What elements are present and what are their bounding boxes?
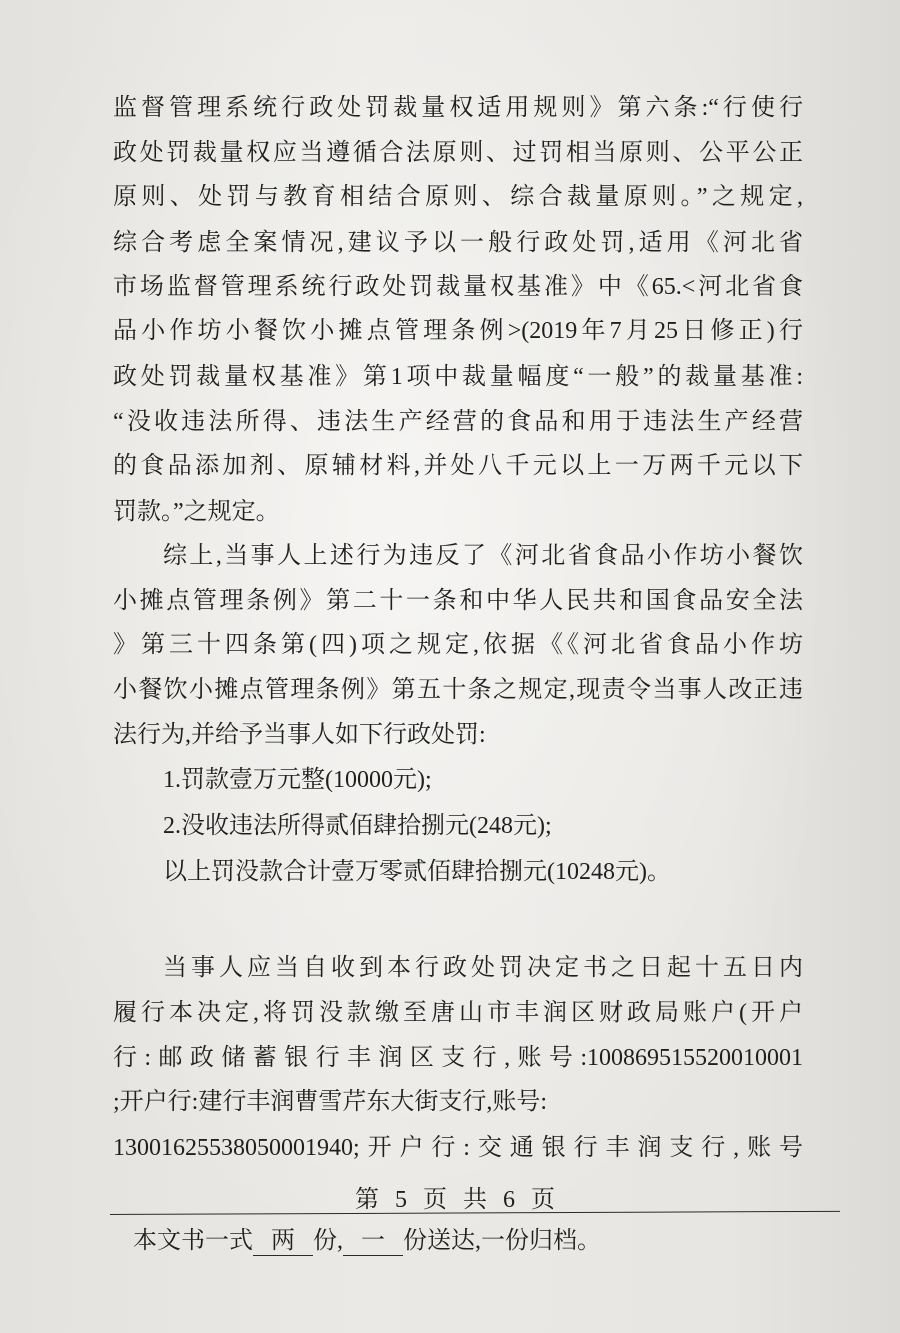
text-line: 品小作坊小餐饮小摊点管理条例>(2019年7月25日修正)行 (113, 318, 803, 344)
copies-suffix: 份送达,一份归档。 (403, 1228, 601, 1254)
penalty-item: 2.没收违法所得贰佰肆拾捌元(248元); (163, 813, 552, 839)
text-line: 政处罚裁量权基准》第1项中裁量幅度“一般”的裁量基准: (113, 364, 803, 390)
penalty-item: 1.罚款壹万元整(10000元); (163, 767, 432, 793)
text-line: 罚款。”之规定。 (113, 499, 280, 525)
penalty-total: 以上罚没款合计壹万零贰佰肆拾捌元(10248元)。 (163, 859, 671, 885)
text-line: 法行为,并给予当事人如下行政处罚: (113, 722, 486, 748)
text-line: 市场监督管理系统行政处罚裁量权基准》中《65.<河北省食 (113, 274, 803, 300)
total-copies-field: 两 (253, 1228, 313, 1256)
copies-unit: 份, (313, 1228, 343, 1254)
text-line: 综合考虑全案情况,建议予以一般行政处罚,适用《河北省 (113, 230, 803, 256)
text-line: “没收违法所得、违法生产经营的食品和用于违法生产经营 (113, 409, 803, 435)
text-line: 综上,当事人上述行为违反了《河北省食品小作坊小餐饮 (163, 543, 803, 569)
text-line: 行:邮政储蓄银行丰润区支行,账号:100869515520010001 (113, 1045, 803, 1071)
text-line: 13001625538050001940;开户行:交通银行丰润支行,账号 (113, 1135, 803, 1161)
copies-note (133, 1226, 601, 1256)
text-line: 监督管理系统行政处罚裁量权适用规则》第六条:“行使行 (113, 95, 803, 121)
text-line: 》第三十四条第(四)项之规定,依据《《河北省食品小作坊 (113, 632, 803, 658)
text-line: 当事人应当自收到本行政处罚决定书之日起十五日内 (163, 955, 803, 981)
text-line: 原则、处罚与教育相结合原则、综合裁量原则。”之规定, (113, 184, 803, 210)
text-line: 小餐饮小摊点管理条例》第五十条之规定,现责令当事人改正违 (113, 677, 803, 703)
delivered-copies-field: 一 (343, 1228, 403, 1256)
copies-prefix: 本文书一式 (133, 1228, 253, 1254)
text-line: 政处罚裁量权应当遵循合法原则、过罚相当原则、公平公正 (113, 140, 803, 166)
page-number: 第 5 页 共 6 页 (355, 1187, 555, 1213)
text-line: 小摊点管理条例》第二十一条和中华人民共和国食品安全法 (113, 588, 803, 614)
text-line: 履行本决定,将罚没款缴至唐山市丰润区财政局账户(开户 (113, 1000, 803, 1026)
text-line: 的食品添加剂、原辅材料,并处八千元以上一万两千元以下 (113, 453, 803, 479)
text-line: ;开户行:建行丰润曹雪芹东大街支行,账号: (113, 1089, 548, 1115)
